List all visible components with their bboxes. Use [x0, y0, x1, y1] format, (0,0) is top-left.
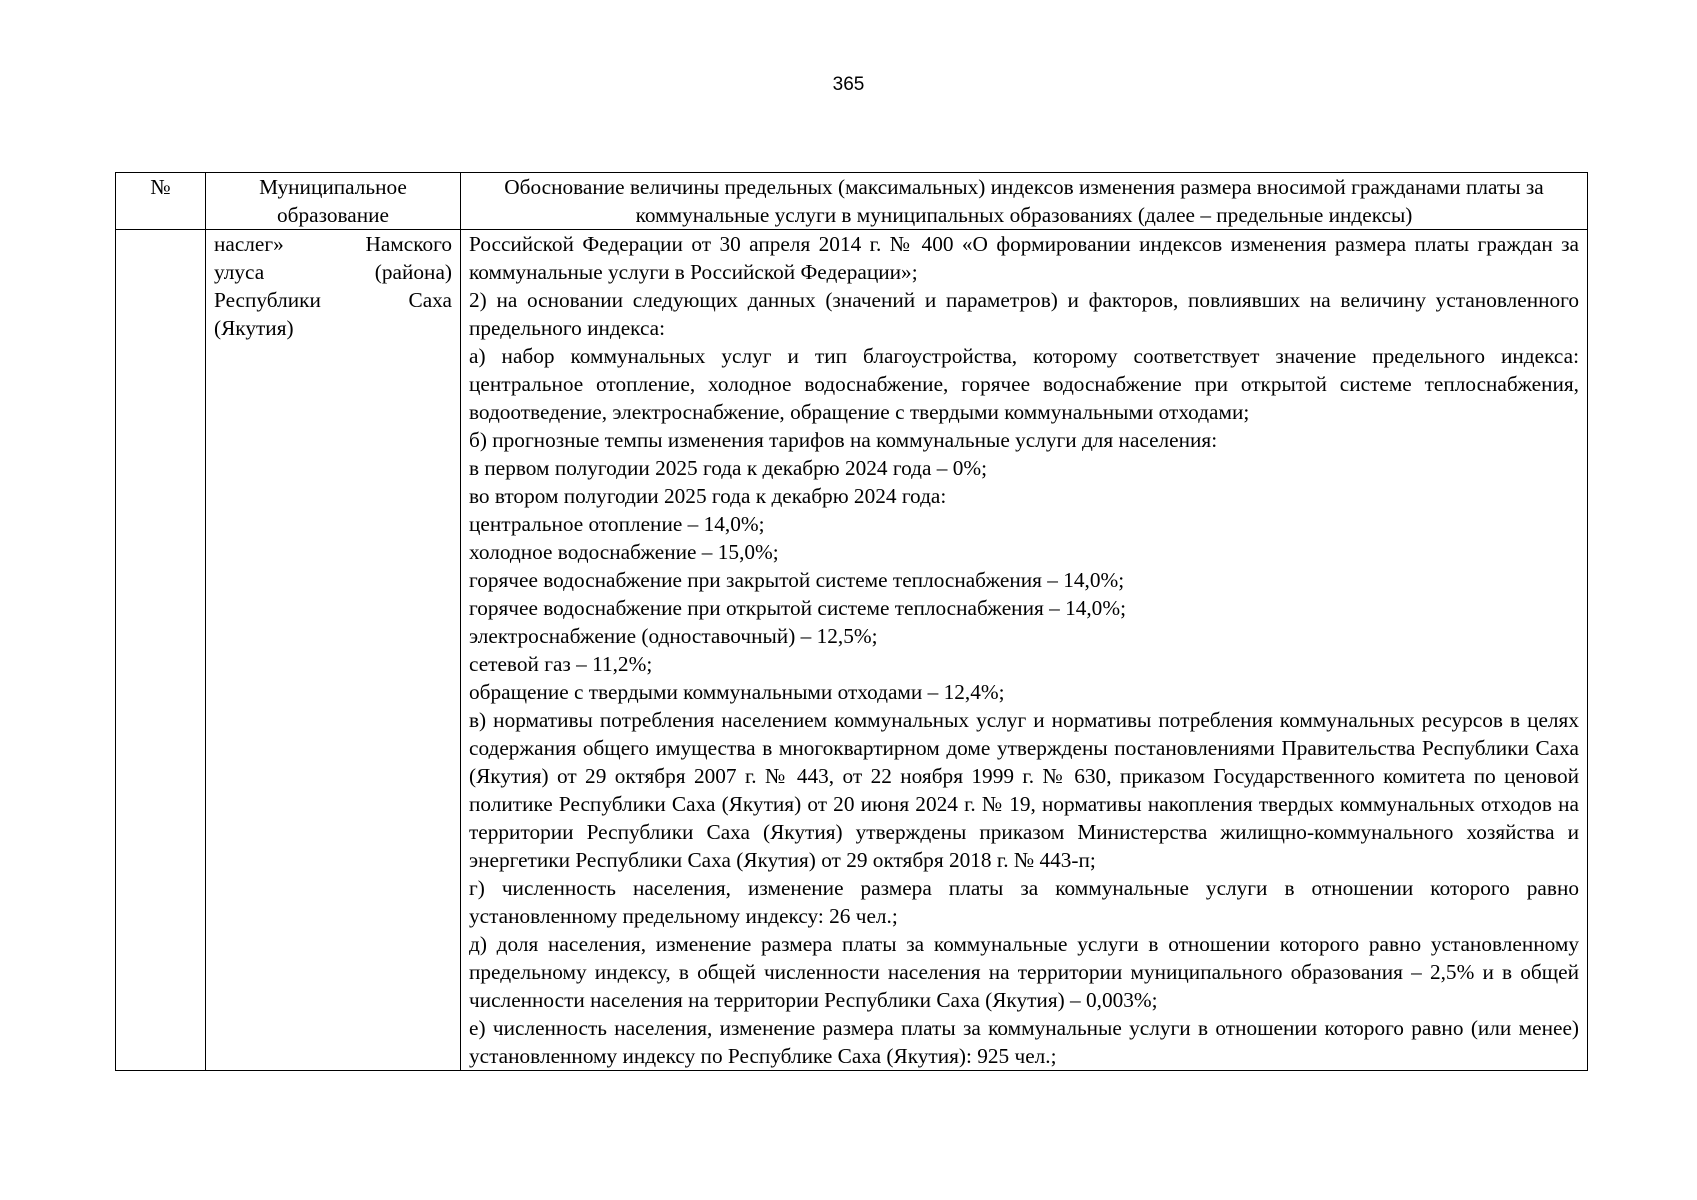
municipality-line: наслег» Намского: [214, 232, 452, 256]
municipality-line: (Якутия): [214, 316, 294, 340]
paragraph-first-half: в первом полугодии 2025 года к декабрю 2024 года – 0%;: [469, 456, 988, 480]
paragraph-item-a: а) набор коммунальных услуг и тип благоустройства, которому соответствует значение предельного индекса: центральное отопление, холодное водоснабжение, горячее водоснабжение при открытой системе теплоснабжения, водоотведение, электроснабжение, обращение с твердыми коммунальными отходами;: [469, 344, 1579, 424]
table-header-row: [116, 173, 1588, 230]
municipality-line: Республики Саха: [214, 288, 452, 312]
rate-hot-water-open: горячее водоснабжение при открытой системе теплоснабжения – 14,0%;: [469, 596, 1126, 620]
paragraph-item-b: б) прогнозные темпы изменения тарифов на коммунальные услуги для населения:: [469, 428, 1218, 452]
indices-table: [115, 172, 1588, 1071]
paragraph-legal-reference: Российской Федерации от 30 апреля 2014 г. № 400 «О формировании индексов изменения размера платы граждан за коммунальные услуги в Российской Федерации»;: [469, 232, 1579, 284]
rate-hot-water-closed: горячее водоснабжение при закрытой системе теплоснабжения – 14,0%;: [469, 568, 1125, 592]
rate-cold-water: холодное водоснабжение – 15,0%;: [469, 540, 779, 564]
municipality-cell: [206, 230, 461, 1071]
municipality-line: улуса (района): [214, 260, 452, 284]
paragraph-item-v: в) нормативы потребления населением коммунальных услуг и нормативы потребления коммунальных ресурсов в целях содержания общего имущества в многоквартирном доме утверждены постановлениями Правительства Республики Саха (Якутия) от 29 октября 2007 г. № 443, от 22 ноября 1999 г. № 630, приказом Государственного комитета по ценовой политике Республики Саха (Якутия) от 20 июня 2024 г. № 19, нормативы накопления твердых коммунальных отходов на территории Республики Саха (Якутия) утверждены приказом Министерства жилищно-коммунального хозяйства и энергетики Республики Саха (Якутия) от 29 октября 2018 г. № 443-п;: [469, 708, 1579, 872]
paragraph-item-e: е) численность населения, изменение размера платы за коммунальные услуги в отношении которого равно (или менее) установленному индексу по Республике Саха (Якутия): 925 чел.;: [469, 1016, 1579, 1068]
page-number: 365: [832, 74, 865, 95]
rate-solid-waste: обращение с твердыми коммунальными отходами – 12,4%;: [469, 680, 1005, 704]
paragraph-item-2: 2) на основании следующих данных (значений и параметров) и факторов, повлиявших на величину установленного предельного индекса:: [469, 288, 1579, 340]
rate-electricity: электроснабжение (одноставочный) – 12,5%;: [469, 624, 878, 648]
paragraph-item-g: г) численность населения, изменение размера платы за коммунальные услуги в отношении которого равно установленному предельному индексу: 26 чел.;: [469, 876, 1579, 928]
paragraph-second-half: во втором полугодии 2025 года к декабрю 2024 года:: [469, 484, 947, 508]
table-row: [116, 230, 1588, 1071]
rate-central-heating: центральное отопление – 14,0%;: [469, 512, 765, 536]
header-number: №: [116, 173, 206, 230]
paragraph-item-d: д) доля населения, изменение размера платы за коммунальные услуги в отношении которого равно установленному предельному индексу, в общей численности населения на территории муниципального образования – 2,5% и в общей численности населения на территории Республики Саха (Якутия) – 0,003%;: [469, 932, 1579, 1012]
row-number-cell: [116, 230, 206, 1071]
header-municipality: Муниципальное образование: [206, 173, 461, 230]
rate-gas: сетевой газ – 11,2%;: [469, 652, 653, 676]
header-justification: Обоснование величины предельных (максимальных) индексов изменения размера вносимой гражданами платы за коммунальные услуги в муниципальных образованиях (далее – предельные индексы): [461, 173, 1588, 230]
justification-cell: [461, 230, 1588, 1071]
